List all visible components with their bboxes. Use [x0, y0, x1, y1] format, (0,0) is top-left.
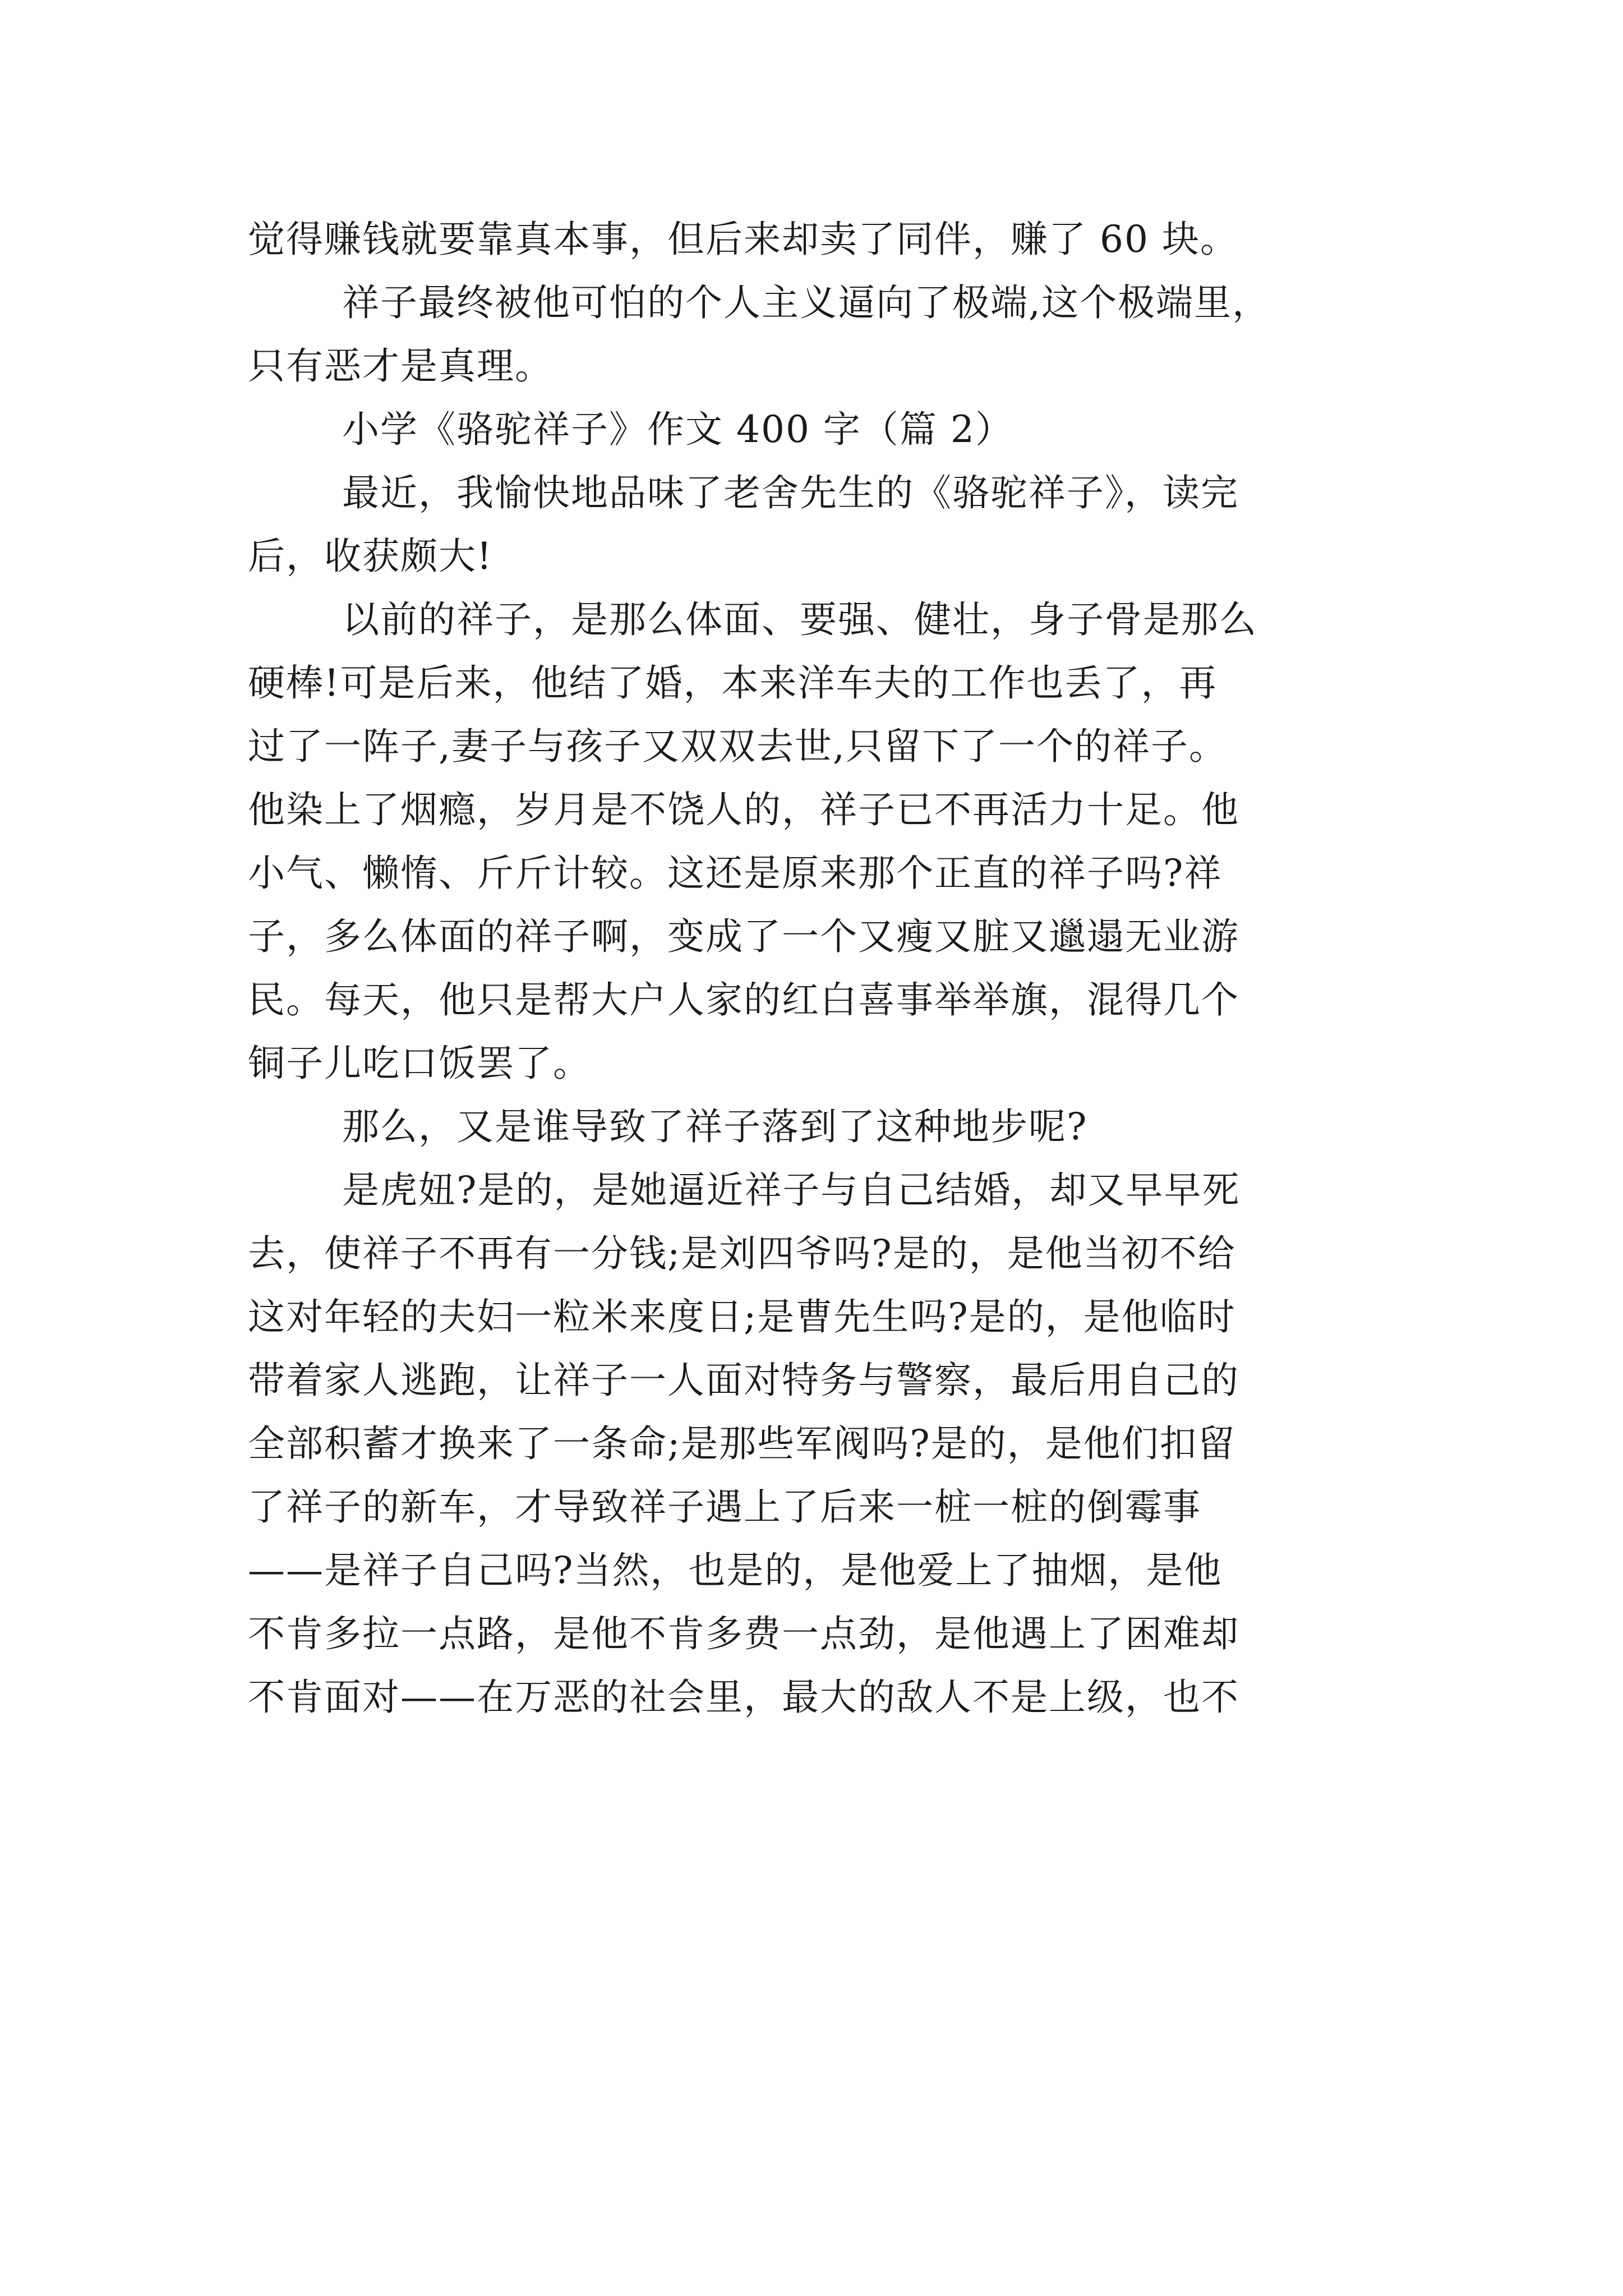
text-line: 不肯多拉一点路，是他不肯多费一点劲，是他遇上了困难却: [248, 1612, 1239, 1655]
text-line: 硬棒!可是后来，他结了婚，本来洋车夫的工作也丢了，再: [248, 661, 1218, 705]
text-line: 是虎妞?是的，是她逼近祥子与自己结婚，却又早早死: [342, 1168, 1241, 1212]
text-line: 全部积蓄才换来了一条命;是那些军阀吗?是的，是他们扣留: [248, 1422, 1236, 1465]
text-line: 过了一阵子,妻子与孩子又双双去世,只留下了一个的祥子。: [248, 725, 1227, 768]
text-line: 不肯面对——在万恶的社会里，最大的敌人不是上级，也不: [248, 1676, 1239, 1719]
text-line: 以前的祥子，是那么体面、要强、健壮，身子骨是那么: [342, 598, 1257, 641]
text-line: 那么，又是谁导致了祥子落到了这种地步呢?: [342, 1105, 1088, 1148]
text-line: 他染上了烟瘾，岁月是不饶人的，祥子已不再活力十足。他: [248, 788, 1239, 831]
text-line: 祥子最终被他可怕的个人主义逼向了极端,这个极端里，: [342, 281, 1270, 324]
text-line: 子，多么体面的祥子啊，变成了一个又瘦又脏又邋遢无业游: [248, 915, 1239, 958]
text-line: 只有恶才是真理。: [248, 344, 553, 388]
text-line: 民。每天，他只是帮大户人家的红白喜事举举旗，混得几个: [248, 978, 1239, 1022]
text-line: 去，使祥子不再有一分钱;是刘四爷吗?是的，是他当初不给: [248, 1232, 1236, 1275]
text-line: 小气、懒惰、斤斤计较。这还是原来那个正直的祥子吗?祥: [248, 852, 1223, 895]
text-line: 了祥子的新车，才导致祥子遇上了后来一桩一桩的倒霉事: [248, 1485, 1201, 1529]
section-heading: 小学《骆驼祥子》作文 400 字（篇 2）: [342, 408, 1013, 451]
text-line: 带着家人逃跑，让祥子一人面对特务与警察，最后用自己的: [248, 1359, 1239, 1402]
text-line: 觉得赚钱就要靠真本事，但后来却卖了同伴，赚了 60 块。: [248, 218, 1238, 261]
text-line: 铜子儿吃口饭罢了。: [248, 1042, 591, 1085]
text-line: 后，收获颇大!: [248, 535, 493, 578]
text-line: 这对年轻的夫妇一粒米来度日;是曹先生吗?是的，是他临时: [248, 1295, 1236, 1338]
text-line: ——是祥子自己吗?当然，也是的，是他爱上了抽烟，是他: [248, 1549, 1223, 1592]
text-line: 最近，我愉快地品味了老舍先生的《骆驼祥子》，读完: [342, 471, 1239, 514]
